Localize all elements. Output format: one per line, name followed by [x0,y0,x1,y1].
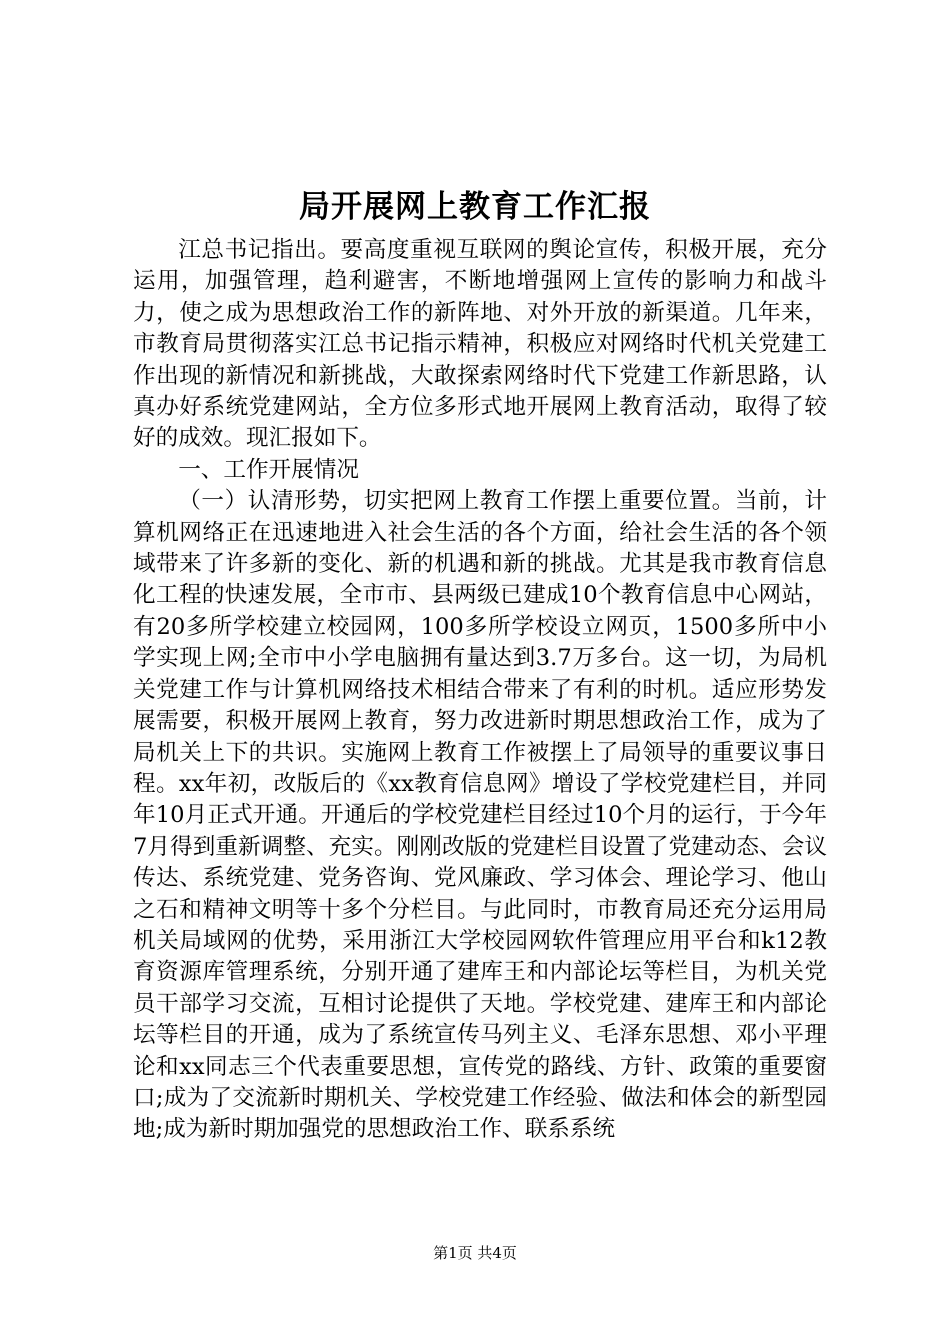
section-heading: 一、工作开展情况 [178,456,359,483]
document-body [133,235,827,1146]
paragraph-intro: 江总书记指出。要高度重视互联网的舆论宣传，积极开展，充分运用，加强管理，趋利避害，不断地增强网上宣传的影响力和战斗力，使之成为思想政治工作的新阵地、对外开放的新渠道。几年来，市教育局贯彻落实江总书记指示精神，积极应对网络时代机关党建工作出现的新情况和新挑战，大敢探索网络时代下党建工作新思路，认真办好系统党建网站，全方位多形式地开展网上教育活动，取得了较好的成效。现汇报如下。 [133,237,827,452]
document-title: 局开展网上教育工作汇报 [299,189,651,225]
page-footer: 第1页 共4页 [433,1244,517,1262]
paragraph-section-1: （一）认清形势，切实把网上教育工作摆上重要位置。当前，计算机网络正在迅速地进入社会生活的各个方面，给社会生活的各个领域带来了许多新的变化、新的机遇和新的挑战。尤其是我市教育信息化工程的快速发展，全市市、县两级已建成10个教育信息中心网站，有20多所学校建立校园网，100多所学校设立网页，1500多所中小学实现上网;全市中小学电脑拥有量达到3.7万多台。这一切，为局机关党建工作与计算机网络技术相结合带来了有利的时机。适应形势发展需要，积极开展网上教育，努力改进新时期思想政治工作，成为了局机关上下的共识。实施网上教育工作被摆上了局领导的重要议事日程。xx年初，改版后的《xx教育信息网》增设了学校党建栏目，并同年10月正式开通。开通后的学校党建栏目经过10个月的运行，于今年7月得到重新调整、充实。刚刚改版的党建栏目设置了党建动态、会议传达、系统党建、党务咨询、党风廉政、学习体会、理论学习、他山之石和精神文明等十多个分栏目。与此同时，市教育局还充分运用局机关局域网的优势，采用浙江大学校园网软件管理应用平台和k12教育资源库管理系统，分别开通了建库王和内部论坛等栏目，为机关党员干部学习交流，互相讨论提供了天地。学校党建、建库王和内部论坛等栏目的开通，成为了系统宣传马列主义、毛泽东思想、邓小平理论和xx同志三个代表重要思想，宣传党的路线、方针、政策的重要窗口;成为了交流新时期机关、学校党建工作经验、做法和体会的新型园地;成为新时期加强党的思想政治工作、联系系统 [133,488,827,1143]
